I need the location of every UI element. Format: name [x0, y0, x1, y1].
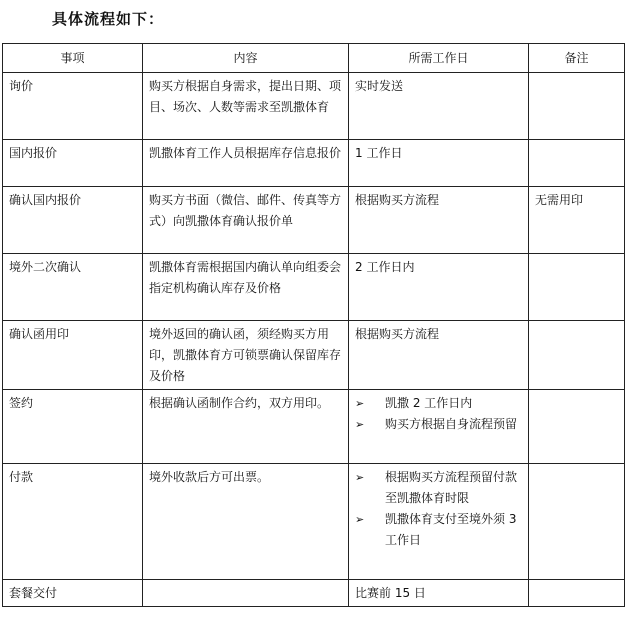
row-item: 境外二次确认: [3, 254, 143, 321]
table-row: [3, 464, 625, 580]
row-days: [349, 464, 529, 580]
row-days: 比赛前 15 日: [349, 580, 529, 607]
bullet-item: ➢ 凯撒体育支付至境外须 3 工作日: [355, 509, 523, 551]
row-content: 根据确认函制作合约，双方用印。: [143, 390, 349, 464]
row-content: 凯撒体育需根据国内确认单向组委会指定机构确认库存及价格: [143, 254, 349, 321]
header-item: 事项: [3, 44, 143, 73]
row-content: 境外返回的确认函，须经购买方用印，凯撒体育方可锁票确认保留库存及价格: [143, 321, 349, 390]
row-note: [529, 321, 625, 390]
row-content: 境外收款后方可出票。: [143, 464, 349, 580]
arrow-bullet-icon: ➢: [355, 418, 365, 431]
process-table: [2, 43, 625, 607]
arrow-bullet-icon: ➢: [355, 471, 365, 484]
header-note: 备注: [529, 44, 625, 73]
row-days: [349, 390, 529, 464]
bullet-list: [355, 393, 523, 435]
row-note: [529, 140, 625, 187]
table-header-row: [3, 44, 625, 73]
row-item: 确认函用印: [3, 321, 143, 390]
row-item: 确认国内报价: [3, 187, 143, 254]
row-days: 2 工作日内: [349, 254, 529, 321]
table-row: [3, 140, 625, 187]
bullet-list: [355, 467, 523, 551]
row-note: [529, 464, 625, 580]
row-content: 购买方书面（微信、邮件、传真等方式）向凯撒体育确认报价单: [143, 187, 349, 254]
row-days: 实时发送: [349, 73, 529, 140]
table-row: [3, 390, 625, 464]
table-row: [3, 73, 625, 140]
table-row: [3, 187, 625, 254]
row-content: 凯撒体育工作人员根据库存信息报价: [143, 140, 349, 187]
row-item: 询价: [3, 73, 143, 140]
row-note: [529, 254, 625, 321]
bullet-item: ➢ 凯撒 2 工作日内: [355, 393, 523, 414]
table-row: [3, 321, 625, 390]
row-content: [143, 580, 349, 607]
bullet-item: ➢ 购买方根据自身流程预留: [355, 414, 523, 435]
row-note: [529, 73, 625, 140]
header-days: 所需工作日: [349, 44, 529, 73]
row-note: [529, 390, 625, 464]
row-item: 付款: [3, 464, 143, 580]
page-title: 具体流程如下：: [52, 10, 165, 28]
bullet-item: ➢ 根据购买方流程预留付款至凯撒体育时限: [355, 467, 523, 509]
row-item: 国内报价: [3, 140, 143, 187]
row-days: 1 工作日: [349, 140, 529, 187]
arrow-bullet-icon: ➢: [355, 397, 365, 410]
arrow-bullet-icon: ➢: [355, 513, 365, 526]
row-note: [529, 580, 625, 607]
row-item: 套餐交付: [3, 580, 143, 607]
row-note: 无需用印: [529, 187, 625, 254]
table-row: [3, 580, 625, 607]
row-content: 购买方根据自身需求，提出日期、项目、场次、人数等需求至凯撒体育: [143, 73, 349, 140]
row-days: 根据购买方流程: [349, 321, 529, 390]
row-days: 根据购买方流程: [349, 187, 529, 254]
header-content: 内容: [143, 44, 349, 73]
table-row: [3, 254, 625, 321]
row-item: 签约: [3, 390, 143, 464]
